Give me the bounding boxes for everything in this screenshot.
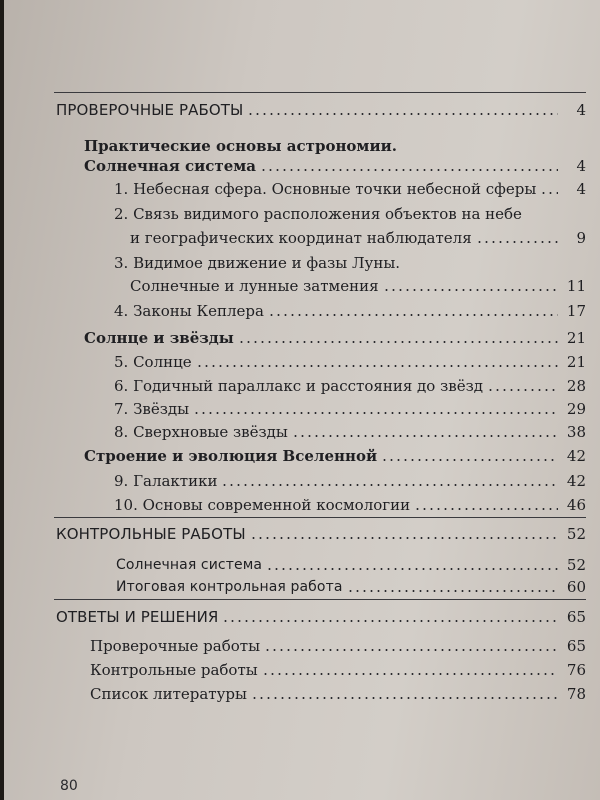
toc-group-sun-stars[interactable] <box>84 326 586 348</box>
item-title: 6. Годичный параллакс и расстояния до звёзд <box>114 377 484 395</box>
toc-section-kontrolnye[interactable] <box>56 522 586 544</box>
section-divider <box>54 599 586 600</box>
dot-leader <box>414 508 558 510</box>
item-title: Контрольные работы <box>90 661 258 679</box>
book-page <box>4 0 600 800</box>
group-title: Солнце и звёзды <box>84 329 234 347</box>
page-ref: 9 <box>576 229 586 247</box>
item-title: Солнечная система <box>116 557 263 573</box>
section-divider <box>54 517 586 518</box>
dot-leader <box>260 169 558 171</box>
page-ref: 78 <box>566 685 586 703</box>
page-ref: 4 <box>576 157 586 175</box>
toc-group-title-line1: Практические основы астрономии. <box>84 137 397 155</box>
dot-leader <box>476 241 558 243</box>
section-title: ПРОВЕРОЧНЫЕ РАБОТЫ <box>56 101 244 119</box>
toc-item-9[interactable] <box>114 469 586 491</box>
dot-leader <box>540 192 558 194</box>
dot-leader <box>221 484 558 486</box>
top-divider <box>54 92 586 93</box>
dot-leader <box>196 365 558 367</box>
page-number: 80 <box>60 778 78 794</box>
page-ref: 42 <box>566 447 586 465</box>
page-ref: 21 <box>566 353 586 371</box>
item-title: 7. Звёзды <box>114 400 190 418</box>
toc-item-3[interactable] <box>130 274 586 296</box>
dot-leader <box>383 289 558 291</box>
toc-item-6[interactable] <box>114 374 586 396</box>
toc-item-4[interactable] <box>114 299 586 321</box>
item-title: Список литературы <box>90 685 247 703</box>
page-ref: 29 <box>566 400 586 418</box>
page-ref: 38 <box>566 423 586 441</box>
page-ref: 60 <box>566 578 586 596</box>
toc-item-final-test[interactable] <box>116 575 586 597</box>
toc-group-universe[interactable] <box>84 444 586 466</box>
toc-section-proverochnye[interactable] <box>56 98 586 120</box>
dot-leader <box>381 459 558 461</box>
section-title: ОТВЕТЫ И РЕШЕНИЯ <box>56 608 219 626</box>
toc-item-8[interactable] <box>114 420 586 442</box>
dot-leader <box>487 389 558 391</box>
toc-item-2-line1: 2. Связь видимого расположения объектов на небе <box>114 205 522 223</box>
group-title: Строение и эволюция Вселенной <box>84 447 378 465</box>
page-ref: 4 <box>576 180 586 198</box>
toc-item-bibliography[interactable] <box>90 682 586 704</box>
dot-leader <box>347 590 558 592</box>
section-title: КОНТРОЛЬНЫЕ РАБОТЫ <box>56 525 246 543</box>
dot-leader <box>266 568 558 570</box>
item-title: 1. Небесная сфера. Основные точки небесной сферы <box>114 180 537 198</box>
dot-leader <box>238 341 558 343</box>
dot-leader <box>193 412 558 414</box>
item-title: 8. Сверхновые звёзды <box>114 423 288 441</box>
toc-group-solar-system[interactable] <box>84 154 586 176</box>
toc-item-solar-system-test[interactable] <box>116 553 586 575</box>
toc-item-5[interactable] <box>114 350 586 372</box>
page-ref: 21 <box>566 329 586 347</box>
toc-item-1[interactable] <box>114 177 586 199</box>
dot-leader <box>268 314 558 316</box>
item-title: Солнечные и лунные затмения <box>130 277 379 295</box>
page-ref: 65 <box>566 637 586 655</box>
page-ref: 46 <box>566 496 586 514</box>
item-title: Итоговая контрольная работа <box>116 579 343 595</box>
toc-item-2[interactable] <box>130 226 586 248</box>
item-title: 9. Галактики <box>114 472 218 490</box>
item-title: Проверочные работы <box>90 637 261 655</box>
page-ref: 4 <box>576 101 586 119</box>
dot-leader <box>250 537 558 539</box>
dot-leader <box>247 113 558 115</box>
page-ref: 65 <box>566 608 586 626</box>
dot-leader <box>262 673 558 675</box>
dot-leader <box>222 620 558 622</box>
toc-item-answers-checks[interactable] <box>90 634 586 656</box>
page-ref: 42 <box>566 472 586 490</box>
toc-item-7[interactable] <box>114 397 586 419</box>
toc-section-otvety[interactable] <box>56 605 586 627</box>
page-ref: 11 <box>566 277 586 295</box>
item-title: 5. Солнце <box>114 353 192 371</box>
toc-item-answers-tests[interactable] <box>90 658 586 680</box>
item-title: 10. Основы современной космологии <box>114 496 411 514</box>
group-title: Солнечная система <box>84 157 257 175</box>
dot-leader <box>251 697 558 699</box>
page-ref: 52 <box>566 525 586 543</box>
dot-leader <box>264 649 558 651</box>
item-title: и географических координат наблюдателя <box>130 229 472 247</box>
page-ref: 28 <box>566 377 586 395</box>
toc-item-3-line1: 3. Видимое движение и фазы Луны. <box>114 254 401 272</box>
dot-leader <box>292 435 558 437</box>
page-ref: 52 <box>566 556 586 574</box>
item-title: 4. Законы Кеплера <box>114 302 264 320</box>
toc-item-10[interactable] <box>114 493 586 515</box>
page-ref: 76 <box>566 661 586 679</box>
page-ref: 17 <box>566 302 586 320</box>
